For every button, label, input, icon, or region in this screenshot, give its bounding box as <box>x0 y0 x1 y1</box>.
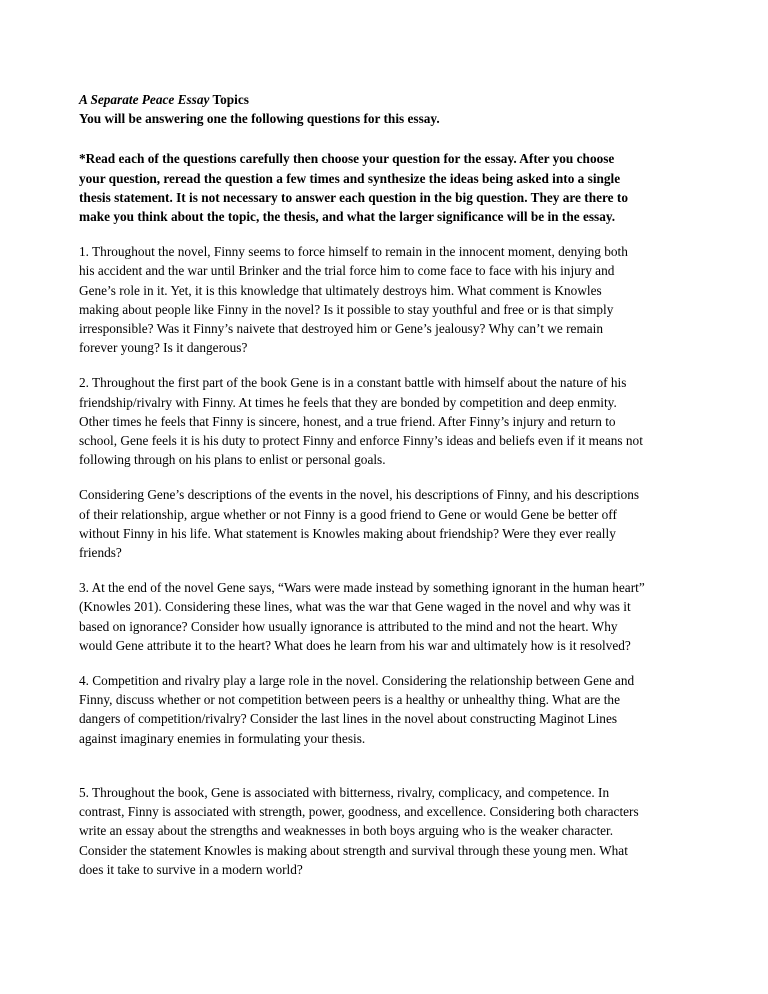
document-page <box>79 90 694 879</box>
question-4 <box>79 671 694 748</box>
question-line: 3. At the end of the novel Gene says, “Wars were made instead by something ignorant in the human heart” <box>79 580 645 596</box>
question-1 <box>79 242 694 357</box>
question-line: does it take to survive in a modern world? <box>79 861 303 877</box>
question-line: 1. Throughout the novel, Finny seems to force himself to remain in the innocent moment, denying both <box>79 244 628 260</box>
question-line: (Knowles 201). Considering these lines, what was the war that Gene waged in the novel and why was it <box>79 599 631 615</box>
question-line: 5. Throughout the book, Gene is associated with bitterness, rivalry, complicacy, and competence. In <box>79 784 610 800</box>
question-2-continuation <box>79 485 694 562</box>
question-line: of their relationship, argue whether or not Finny is a good friend to Gene or would Gene be better off <box>79 506 617 522</box>
document-subtitle: You will be answering one the following questions for this essay. <box>79 111 440 127</box>
question-line: friends? <box>79 545 122 561</box>
question-line: without Finny in his life. What statement is Knowles making about friendship? Were they ever really <box>79 525 616 541</box>
document-header <box>79 90 694 128</box>
question-line: Other times he feels that Finny is sincere, honest, and a true friend. After Finny’s injury and return to <box>79 413 616 429</box>
question-line: following through on his plans to enlist or personal goals. <box>79 452 386 468</box>
question-line: Considering Gene’s descriptions of the events in the novel, his descriptions of Finny, and his descriptions <box>79 487 640 503</box>
question-line: based on ignorance? Consider how usually ignorance is attributed to the mind and not the heart. Why <box>79 618 618 634</box>
question-line: friendship/rivalry with Finny. At times he feels that they are bonded by competition and deep enmity. <box>79 394 617 410</box>
question-3 <box>79 578 694 655</box>
document-title <box>79 90 694 109</box>
question-line: his accident and the war until Brinker and the trial force him to come face to face with his injury and <box>79 263 615 279</box>
question-line: Gene’s role in it. Yet, it is this knowledge that ultimately destroys him. What comment is Knowles <box>79 282 602 298</box>
instructions-paragraph <box>79 149 694 226</box>
question-line: write an essay about the strengths and weaknesses in both boys arguing who is the weaker character. <box>79 823 614 839</box>
question-line: Consider the statement Knowles is making about strength and survival through these young men. What <box>79 842 628 858</box>
title-book-name: A Separate Peace Essay <box>79 92 210 107</box>
question-line: against imaginary enemies in formulating your thesis. <box>79 730 366 746</box>
instructions-line: your question, reread the question a few times and synthesize the ideas being asked into a single <box>79 170 621 186</box>
question-2 <box>79 373 694 469</box>
question-line: irresponsible? Was it Finny’s naivete that destroyed him or Gene’s jealousy? Why can’t we remain <box>79 321 604 337</box>
question-line: school, Gene feels it is his duty to protect Finny and enforce Finny’s ideas and beliefs even if it means not <box>79 433 643 449</box>
question-line: would Gene attribute it to the heart? What does he learn from his war and ultimately how is it resolved? <box>79 637 631 653</box>
question-line: 4. Competition and rivalry play a large role in the novel. Considering the relationship between Gene and <box>79 673 635 689</box>
instructions-line: make you think about the topic, the thesis, and what the larger significance will be in the essay. <box>79 209 616 225</box>
instructions-line: *Read each of the questions carefully then choose your question for the essay. After you choose <box>79 151 615 167</box>
title-suffix: Topics <box>209 92 249 107</box>
instructions-line: thesis statement. It is not necessary to answer each question in the big question. They are there to <box>79 189 628 205</box>
question-line: 2. Throughout the first part of the book Gene is in a constant battle with himself about the nature of his <box>79 375 627 391</box>
question-line: dangers of competition/rivalry? Consider the last lines in the novel about constructing Maginot Lines <box>79 711 618 727</box>
question-line: Finny, discuss whether or not competition between peers is a healthy or unhealthy thing. What are the <box>79 692 620 708</box>
question-line: making about people like Finny in the novel? Is it possible to stay youthful and free or is that simply <box>79 301 614 317</box>
question-5 <box>79 783 694 879</box>
question-line: forever young? Is it dangerous? <box>79 340 248 356</box>
question-line: contrast, Finny is associated with strength, power, goodness, and excellence. Considering both characters <box>79 804 639 820</box>
